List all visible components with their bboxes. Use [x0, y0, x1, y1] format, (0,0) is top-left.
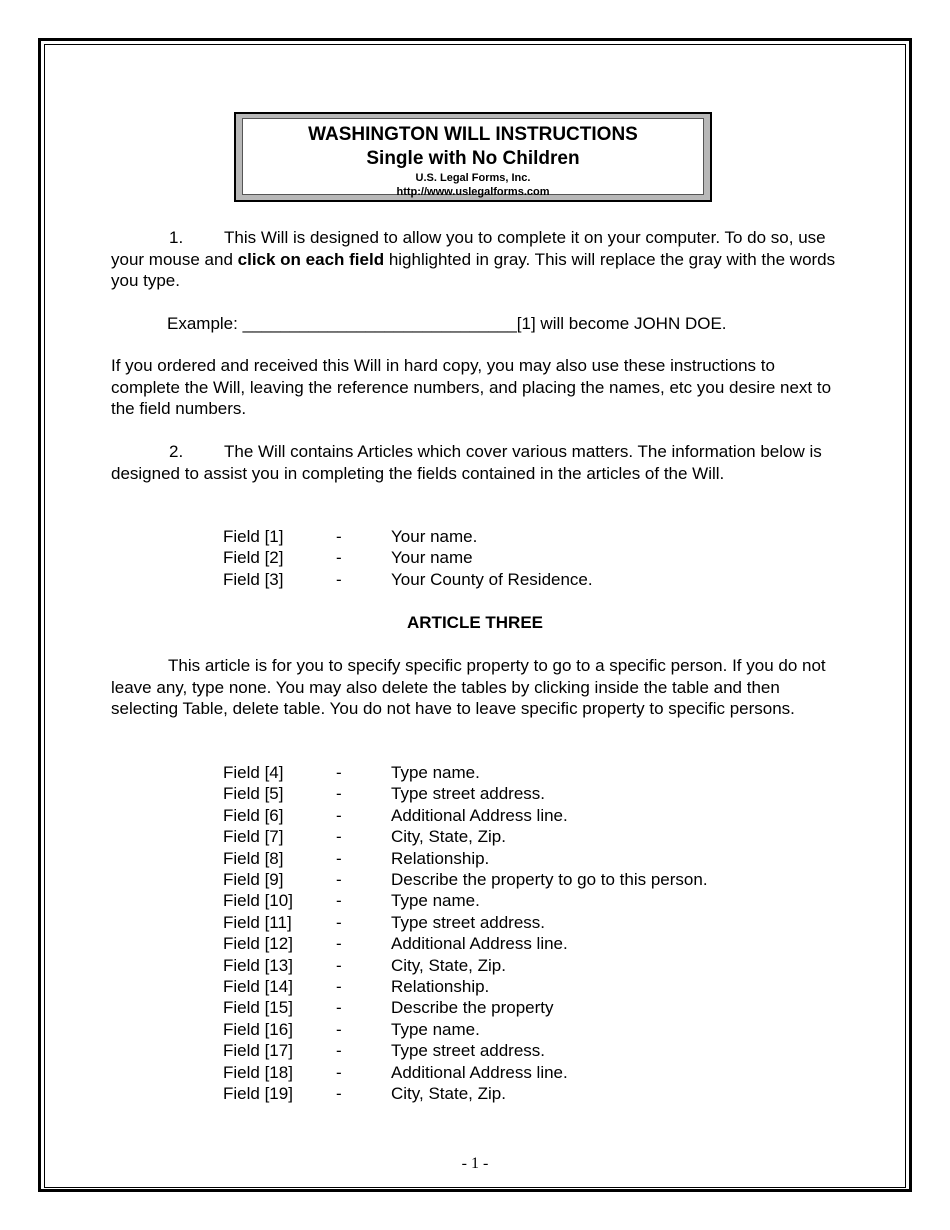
article-three-paragraph	[111, 655, 841, 720]
section-1-text-b: highlighted in gray. This will replace the gray with the words you type.	[111, 249, 836, 290]
field-dash: -	[336, 934, 342, 954]
field-dash: -	[336, 1062, 342, 1082]
field-dash: -	[336, 912, 342, 932]
field-description: Your name	[391, 548, 473, 568]
article-three-text: This article is for you to specify specific property to go to a specific person. If you do not leave any, type none. You may also delete the tables by clicking inside the table and then selecting Table, delete table. You do not have to leave specific property to specific persons.	[111, 656, 826, 718]
field-description: Type name.	[391, 763, 480, 782]
field-dash: -	[336, 848, 342, 868]
field-dash: -	[336, 548, 342, 568]
field-label: Field [17]	[223, 1041, 293, 1061]
document-title: WASHINGTON WILL INSTRUCTIONS	[308, 124, 638, 145]
field-dash: -	[336, 891, 342, 911]
company-name: U.S. Legal Forms, Inc.	[415, 172, 531, 184]
field-label: Field [8]	[223, 848, 284, 868]
field-dash: -	[336, 784, 342, 804]
field-label: Field [5]	[223, 784, 284, 804]
field-dash: -	[336, 527, 342, 546]
example-label: Example:	[167, 314, 238, 333]
field-dash: -	[336, 870, 342, 889]
document-subtitle: Single with No Children	[366, 148, 580, 169]
field-description: City, State, Zip.	[391, 955, 506, 975]
field-description: Relationship.	[391, 848, 490, 868]
field-dash: -	[336, 827, 342, 847]
field-description: City, State, Zip.	[391, 827, 506, 847]
title-box	[234, 112, 712, 202]
example-result: [1] will become JOHN DOE.	[516, 314, 727, 333]
section-1-text-a: This Will is designed to allow you to complete it on your computer. To do so, use your mouse and	[111, 228, 826, 269]
field-dash: -	[336, 805, 342, 825]
field-description: Type street address.	[391, 1041, 546, 1061]
field-dash: -	[336, 1084, 342, 1103]
field-description: Your name.	[391, 527, 478, 546]
field-label: Field [1]	[223, 527, 284, 546]
field-description: Relationship.	[391, 977, 490, 996]
field-label: Field [12]	[223, 934, 293, 954]
field-dash: -	[336, 955, 342, 975]
field-description: Your County of Residence.	[391, 569, 593, 589]
example-blank: _____________________________	[242, 314, 517, 333]
section-1-bold: click on each field	[237, 249, 385, 269]
field-dash: -	[336, 1019, 342, 1039]
field-label: Field [7]	[223, 827, 284, 847]
section-2-text: The Will contains Articles which cover various matters. The information below is designed to assist you in completing the fields contained in the articles of the Will.	[111, 442, 822, 483]
company-url: http://www.uslegalforms.com	[396, 186, 550, 198]
field-label: Field [3]	[223, 569, 284, 589]
field-label: Field [9]	[223, 870, 284, 889]
field-dash: -	[336, 569, 342, 589]
example-line	[111, 313, 847, 335]
field-dash: -	[336, 1041, 342, 1061]
field-description: Additional Address line.	[391, 934, 568, 954]
article-three-heading: ARTICLE THREE	[407, 613, 543, 632]
field-description: Additional Address line.	[391, 1062, 568, 1082]
field-label: Field [10]	[223, 891, 293, 911]
field-description: City, State, Zip.	[391, 1084, 506, 1103]
field-dash: -	[336, 977, 342, 996]
field-label: Field [4]	[223, 763, 284, 782]
field-label: Field [18]	[223, 1062, 293, 1082]
section-1-number: 1.	[169, 228, 184, 247]
field-description: Describe the property	[391, 998, 554, 1018]
field-dash: -	[336, 763, 342, 782]
field-description: Describe the property to go to this person.	[391, 870, 708, 889]
section-1-paragraph	[111, 227, 841, 292]
hard-copy-note: If you ordered and received this Will in hard copy, you may also use these instructions to complete the Will, leaving the reference numbers, and placing the names, etc you desire next to the field numbers.	[111, 356, 832, 418]
field-label: Field [14]	[223, 977, 293, 996]
title-inner	[242, 118, 704, 198]
page-number: - 1 -	[461, 1155, 489, 1172]
field-dash: -	[336, 998, 342, 1018]
field-label: Field [16]	[223, 1019, 293, 1039]
field-description: Additional Address line.	[391, 805, 568, 825]
field-label: Field [2]	[223, 548, 284, 568]
field-label: Field [6]	[223, 805, 284, 825]
field-label: Field [11]	[223, 912, 292, 932]
field-label: Field [13]	[223, 955, 293, 975]
field-description: Type street address.	[391, 784, 546, 804]
section-2-number: 2.	[169, 442, 184, 461]
field-description: Type street address.	[391, 912, 546, 932]
field-description: Type name.	[391, 1019, 480, 1039]
field-description: Type name.	[391, 891, 480, 911]
section-2-paragraph	[111, 441, 841, 484]
field-label: Field [19]	[223, 1084, 293, 1103]
field-label: Field [15]	[223, 998, 293, 1018]
